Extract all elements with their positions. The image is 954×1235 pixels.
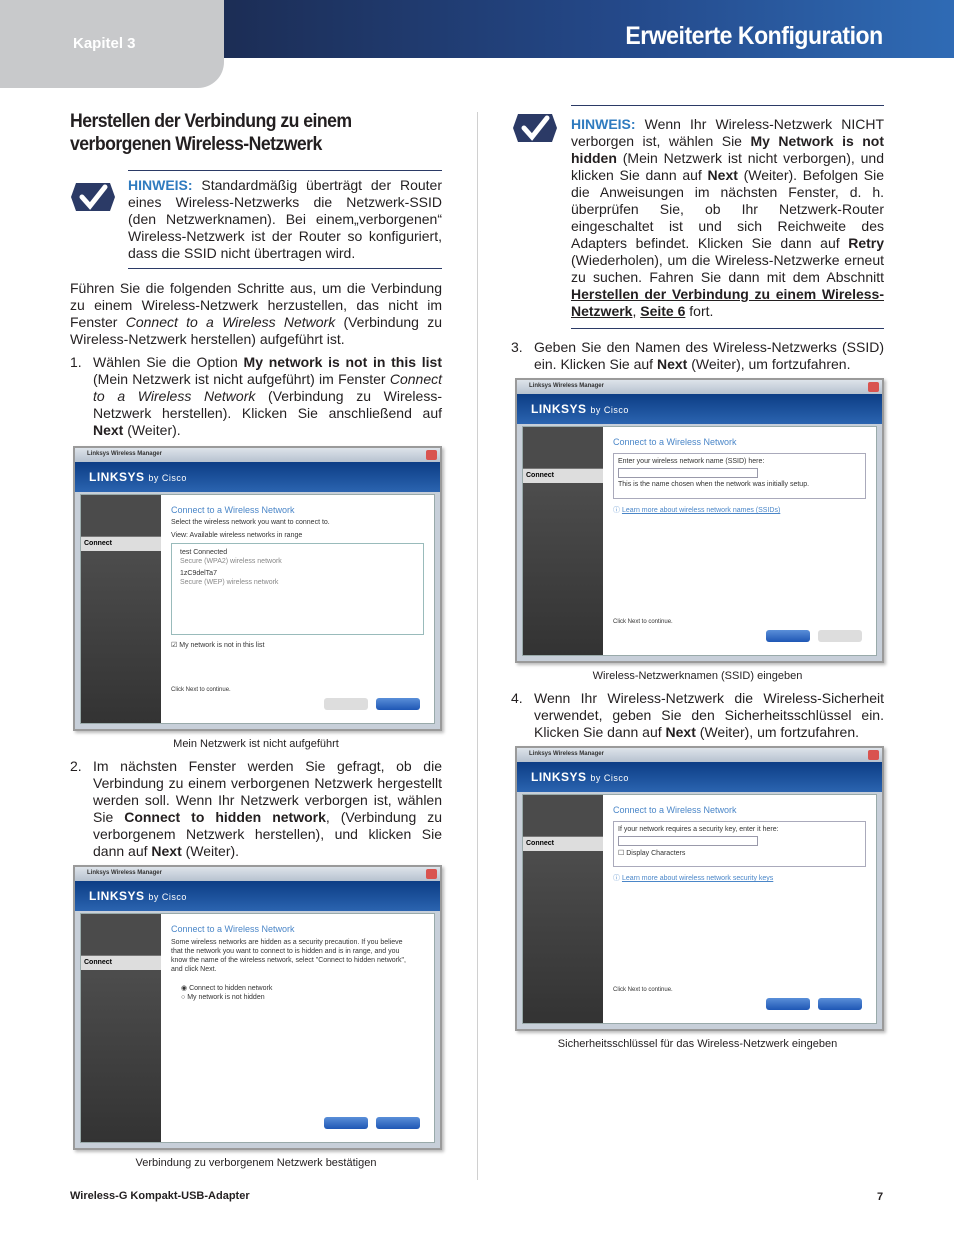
- screenshot-security-key: [515, 746, 884, 1031]
- note-block-right: [511, 105, 884, 329]
- brand-banner: [517, 394, 882, 424]
- screenshot-hidden-network: [73, 865, 442, 1150]
- note-text: fort.: [685, 303, 714, 319]
- window-titlebar-text: Linksys Wireless Manager: [529, 751, 604, 757]
- window-body: [522, 794, 877, 1024]
- window-heading: Connect to a Wireless Network: [613, 437, 737, 447]
- step-text: Wählen Sie die Option: [93, 354, 244, 370]
- brand-sub: by Cisco: [590, 773, 629, 783]
- continue-hint: Click Next to continue.: [613, 987, 673, 993]
- footer-product: Wireless-G Kompakt-USB-Adapter: [70, 1190, 250, 1202]
- radio-connect-hidden: ◉ Connect to hidden network: [181, 985, 273, 992]
- nav-buttons: [758, 997, 862, 1015]
- next-button: [818, 998, 862, 1010]
- learn-more-link: ⓘ Learn more about wireless network security keys: [613, 875, 774, 882]
- checkbox-label: My network is not in this list: [179, 642, 265, 649]
- step-number: 4.: [511, 690, 523, 706]
- checkbox-label: Display Characters: [626, 850, 686, 857]
- ssid-input: [618, 468, 758, 478]
- checkmark-icon: [70, 180, 116, 214]
- brand-logo: LINKSYS: [89, 470, 145, 484]
- note-text: Wenn Ihr Wireless-Netzwerk NICHT verborgen ist, wählen Sie: [571, 116, 884, 149]
- brand-logo: LINKSYS: [89, 889, 145, 903]
- back-button: [766, 630, 810, 642]
- page-link[interactable]: Seite 6: [640, 303, 686, 319]
- step-text: , (Verbindung zu verborgenem Netzwerk herstellen), und klicken Sie dann auf: [93, 809, 442, 859]
- not-in-list-checkbox: ☑ My network is not in this list: [171, 642, 265, 649]
- brand-logo: LINKSYS: [531, 402, 587, 416]
- step-text: Wenn Ihr Wireless-Netzwerk die Wireless-Sicherheit verwendet, geben Sie den Sicherheitsschlüssel ein. Klicken Sie dann auf: [534, 690, 884, 740]
- note-label: HINWEIS:: [128, 177, 193, 193]
- brand-sub: by Cisco: [148, 473, 187, 483]
- window-body: [522, 426, 877, 656]
- left-column: [70, 110, 442, 1177]
- step-text: (Weiter).: [181, 843, 240, 859]
- network-list: [171, 543, 424, 635]
- back-button: [324, 698, 368, 710]
- content-pane: [613, 437, 866, 515]
- app-sidebar: [523, 795, 603, 1023]
- learn-more-text: Learn more about wireless network names (SSIDs): [621, 507, 781, 514]
- close-icon: [868, 382, 879, 392]
- app-sidebar: [523, 427, 603, 655]
- learn-more-link: ⓘ Learn more about wireless network names (SSIDs): [613, 507, 781, 514]
- step-2: [70, 758, 442, 860]
- intro-text-em: Connect to a Wireless Network: [125, 314, 336, 330]
- network-security: Secure (WPA2) wireless network: [180, 558, 282, 565]
- step-text: (Weiter).: [123, 422, 181, 438]
- sidebar-item-connect: Connect: [81, 537, 161, 551]
- brand-banner: [75, 881, 440, 911]
- window-body: [80, 494, 435, 724]
- instruction-text: Select the wireless network you want to connect to.: [171, 519, 330, 526]
- step-number: 3.: [511, 339, 523, 355]
- step-text-bold: Next: [665, 724, 696, 740]
- note-text: (Wiederholen), um die Wireless-Netzwerke erneut zu suchen. Fahren Sie dann mit dem Abschnitt: [571, 252, 884, 285]
- note-label: HINWEIS:: [571, 116, 636, 132]
- step-text: (Weiter), um fortzufahren.: [687, 356, 851, 372]
- brand-banner: [75, 462, 440, 492]
- step-text: Im nächsten Fenster werden Sie gefragt, ob die Verbindung zu einem verborgenen Netzwerk hergestellt werden soll. Wenn Ihr Netzwerk verborgen ist, wählen Sie: [93, 758, 442, 825]
- next-button: [376, 698, 420, 710]
- page-title: Erweiterte Konfiguration: [625, 22, 883, 50]
- field-label: Enter your wireless network name (SSID) here:: [618, 458, 765, 465]
- field-label: If your network requires a security key, enter it here:: [618, 826, 779, 833]
- window-titlebar-text: Linksys Wireless Manager: [87, 451, 162, 457]
- brand-logo: LINKSYS: [531, 770, 587, 784]
- ssid-box: [613, 453, 866, 499]
- title-bar: [224, 0, 954, 58]
- column-divider: [477, 112, 478, 1180]
- content-pane: [171, 505, 424, 649]
- back-button: [766, 998, 810, 1010]
- chapter-label: Kapitel 3: [73, 35, 136, 52]
- step-text: (Mein Netzwerk ist nicht aufgeführt) im Fenster: [93, 371, 390, 387]
- instruction-text: Some wireless networks are hidden as a security precaution. If you believe that the network you want to connect to is hidden and is in range, and you know the name of the wireless network, select "Connect to hidden network", and click Next.: [171, 939, 406, 973]
- sidebar-item-connect: Connect: [81, 956, 161, 970]
- radio-not-hidden: ○ My network is not hidden: [181, 994, 265, 1001]
- figure-caption: Mein Netzwerk ist nicht aufgeführt: [173, 738, 339, 750]
- note-text: (Mein Netzwerk ist nicht verborgen), und klicken Sie dann auf: [571, 150, 884, 183]
- security-key-input: [618, 836, 758, 846]
- learn-more-text: Learn more about wireless network security keys: [621, 875, 774, 882]
- note-right: [571, 105, 884, 329]
- brand-sub: by Cisco: [148, 892, 187, 902]
- step-3: [511, 339, 884, 373]
- step-text-em: Connect to a Wireless Network: [93, 371, 442, 404]
- sidebar-item-connect: Connect: [523, 469, 603, 483]
- content-pane: [613, 805, 866, 883]
- content-pane: [171, 924, 424, 1001]
- app-sidebar: [81, 914, 161, 1142]
- sidebar-item-connect: Connect: [523, 837, 603, 851]
- window-heading: Connect to a Wireless Network: [171, 924, 295, 934]
- window-titlebar: [517, 748, 882, 762]
- network-item: test Connected: [180, 549, 228, 556]
- window-titlebar: [517, 380, 882, 394]
- nav-buttons: [758, 629, 862, 647]
- section-heading: Herstellen der Verbindung zu einem verborgenen Wireless-Netzwerk: [70, 111, 352, 155]
- note-left: [128, 170, 442, 269]
- network-security: Secure (WEP) wireless network: [180, 579, 279, 586]
- window-heading: Connect to a Wireless Network: [613, 805, 737, 815]
- continue-hint: Click Next to continue.: [613, 619, 673, 625]
- step-1: [70, 354, 442, 439]
- step-text: Geben Sie den Namen des Wireless-Netzwerks (SSID) ein. Klicken Sie auf: [534, 339, 884, 372]
- window-titlebar-text: Linksys Wireless Manager: [529, 383, 604, 389]
- screenshot-ssid-entry: [515, 378, 884, 663]
- note-block-left: [70, 170, 442, 269]
- next-button: [818, 630, 862, 642]
- brand-banner: [517, 762, 882, 792]
- next-button: [376, 1117, 420, 1129]
- step-text: (Weiter), um fortzufahren.: [695, 724, 860, 740]
- figure-caption: Wireless-Netzwerknamen (SSID) eingeben: [592, 670, 803, 682]
- nav-buttons: [316, 1116, 420, 1134]
- nav-buttons: [316, 697, 420, 715]
- note-text: ,: [632, 303, 641, 319]
- note-text: Standardmäßig überträgt der Router eines Wireless-Netzwerks die Netzwerk-SSID (den Netzwerknamen). Bei einem„verborgenen“ Wireless-Netzwerk ist der Router so konfiguriert, dass die SSID nicht übertragen wird.: [128, 177, 442, 261]
- checkmark-icon: [512, 111, 558, 145]
- chapter-tab: [0, 0, 224, 88]
- step-text: (Verbindung zu Wireless-Netzwerk herstellen). Klicken Sie anschließend auf: [93, 388, 442, 421]
- intro-paragraph: [70, 280, 442, 348]
- radio-label: Connect to hidden network: [189, 985, 273, 992]
- step-4: [511, 690, 884, 741]
- network-item: 1zC9delTa7: [180, 570, 217, 577]
- view-select: View: Available wireless networks in range: [171, 532, 303, 539]
- continue-hint: Click Next to continue.: [171, 687, 231, 693]
- intro-text-a: Führen Sie die folgenden Schritte aus, um die Verbindung zu einem Wireless-Netzwerk herzustellen, das nicht im Fenster: [70, 280, 442, 330]
- note-text: (Weiter). Befolgen Sie die Anweisungen im nächsten Fenster, d. h. überprüfen Sie, ob Ihr Netzwerk-Router eingeschaltet ist und sich Reichweite des Adapters befindet. Klicken Sie dann auf: [571, 167, 884, 251]
- back-button: [324, 1117, 368, 1129]
- close-icon: [426, 869, 437, 879]
- security-key-box: [613, 821, 866, 867]
- right-column: [511, 105, 884, 1058]
- step-text-bold: Connect to hidden network: [124, 809, 326, 825]
- brand-sub: by Cisco: [590, 405, 629, 415]
- display-characters-checkbox: ☐ Display Characters: [618, 850, 686, 857]
- step-number: 1.: [70, 354, 82, 370]
- step-text-bold: Next: [151, 843, 182, 859]
- field-hint: This is the name chosen when the network was initially setup.: [618, 481, 810, 488]
- step-text-bold: My network is not in this list: [243, 354, 442, 370]
- page-header: [0, 0, 954, 88]
- note-text-bold: My Network is not hidden: [571, 133, 884, 166]
- window-titlebar-text: Linksys Wireless Manager: [87, 870, 162, 876]
- step-number: 2.: [70, 758, 82, 774]
- app-sidebar: [81, 495, 161, 723]
- intro-text-b: (Verbindung zu Wireless-Netzwerk herstellen) aufgeführt ist.: [70, 314, 442, 347]
- screenshot-network-list: [73, 446, 442, 731]
- figure-caption: Verbindung zu verborgenem Netzwerk bestätigen: [135, 1157, 377, 1169]
- close-icon: [868, 750, 879, 760]
- window-body: [80, 913, 435, 1143]
- section-link[interactable]: Herstellen der Verbindung zu einem Wireless-Netzwerk: [571, 286, 884, 319]
- page-number: 7: [877, 1191, 884, 1203]
- step-text-bold: Next: [93, 422, 124, 438]
- close-icon: [426, 450, 437, 460]
- note-text-bold: Retry: [848, 235, 884, 251]
- radio-label: My network is not hidden: [187, 994, 265, 1001]
- window-titlebar: [75, 448, 440, 462]
- figure-caption: Sicherheitsschlüssel für das Wireless-Netzwerk eingeben: [557, 1038, 838, 1050]
- window-heading: Connect to a Wireless Network: [171, 505, 295, 515]
- note-text-bold: Next: [707, 167, 738, 183]
- step-text-bold: Next: [656, 356, 688, 372]
- window-titlebar: [75, 867, 440, 881]
